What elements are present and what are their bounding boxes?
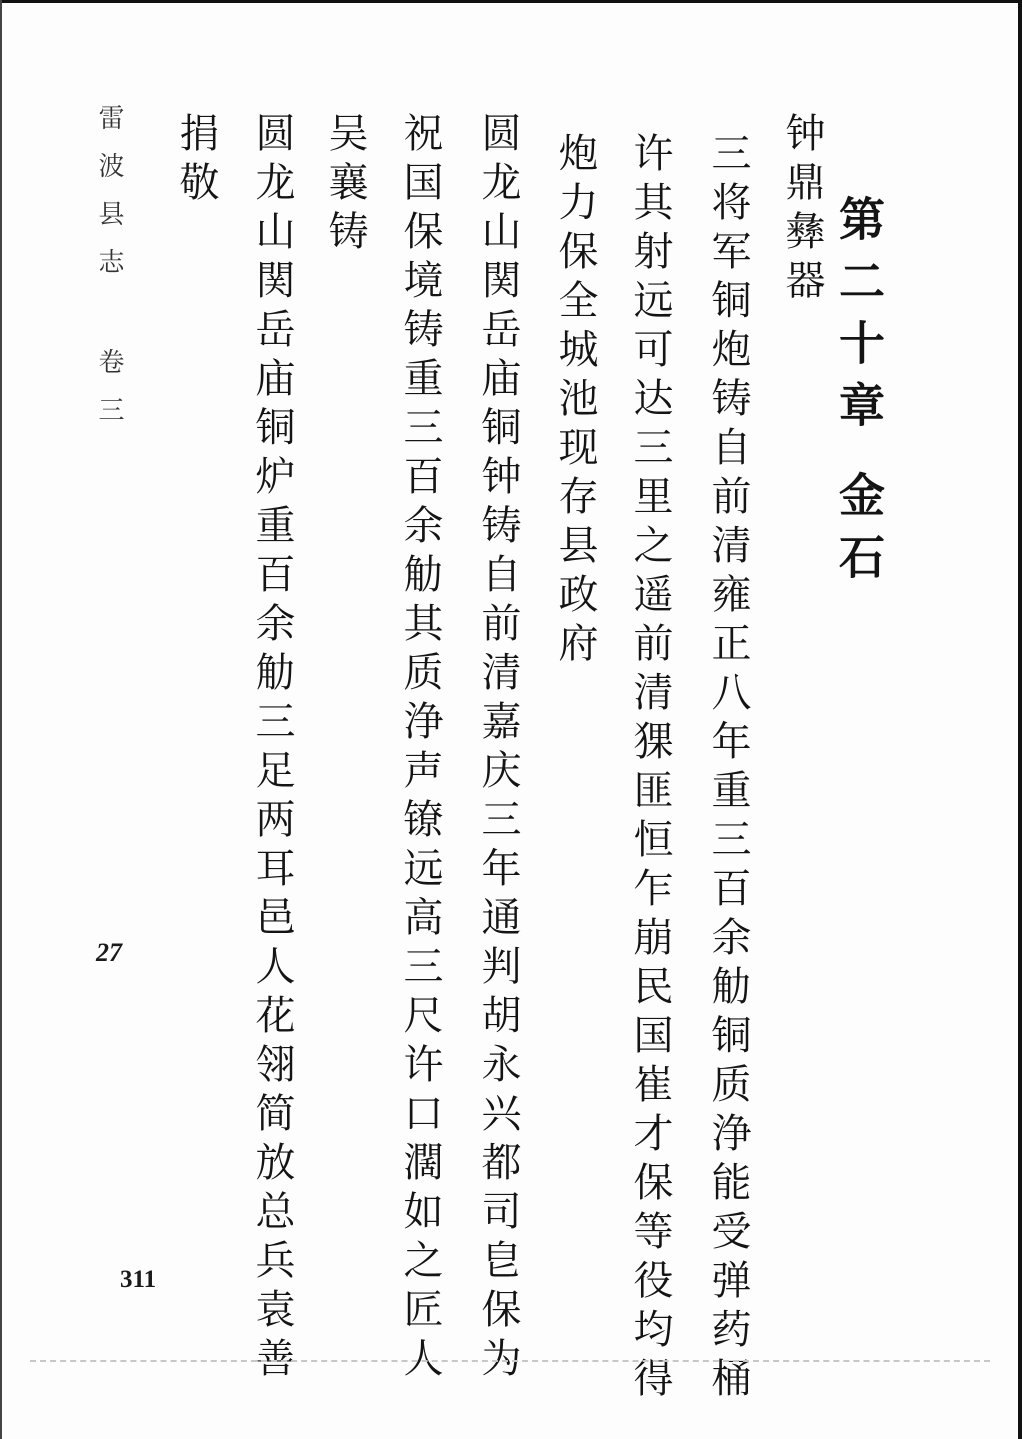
- entry-2-line-1: 圆龙山関岳庙铜钟铸自前清嘉庆三年通判胡永兴都司皀保为: [475, 112, 521, 1386]
- scan-border-top: [0, 0, 1022, 3]
- page-mark: 27: [96, 938, 122, 967]
- entry-3-line-1: 圆龙山関岳庙铜炉重百余觔三足两耳邑人花翎简放总兵袁善: [249, 112, 295, 1386]
- section-heading: 钟鼎彝器: [779, 112, 825, 308]
- chapter-subject: 金石: [832, 471, 886, 595]
- entry-2-line-2: 祝国保境铸重三百余觔其质浄声镣远高三尺许口濶如之匠人: [397, 112, 443, 1386]
- scan-border-right: [1018, 0, 1022, 1439]
- entry-1-line-2: 许其射远可达三里之遥前清猓匪恒乍崩民国崔才保等役均得: [627, 132, 673, 1406]
- entry-3-line-2: 捐敬: [173, 112, 219, 210]
- entry-1-line-3: 炮力保全城池现存县政府: [552, 132, 598, 671]
- page-number: 311: [120, 1266, 157, 1293]
- scan-border-left: [0, 0, 2, 1439]
- entry-1-line-1: 三将军铜炮铸自前清雍正八年重三百余觔铜质浄能受弹药桶: [705, 132, 751, 1406]
- chapter-title-column: [832, 195, 886, 595]
- entry-2-line-3: 吴襄铸: [322, 112, 368, 259]
- chapter-title: 第二十章: [832, 195, 886, 443]
- margin-note: 雷波县志 卷三: [94, 104, 124, 444]
- scan-artifact-line: [30, 1360, 990, 1362]
